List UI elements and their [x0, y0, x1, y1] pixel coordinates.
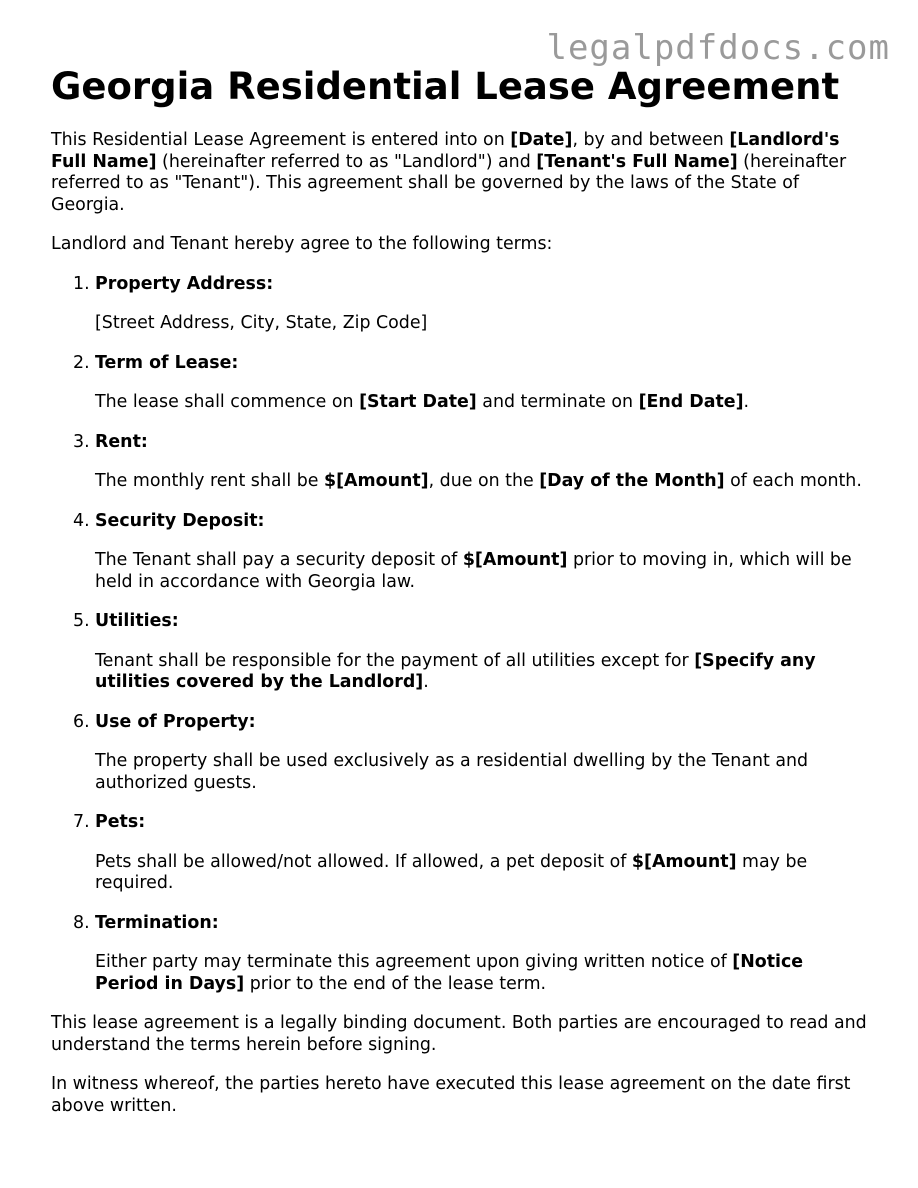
- term-text: of each month.: [724, 471, 862, 491]
- term-body: [95, 852, 871, 895]
- pet-deposit-placeholder: $[Amount]: [631, 851, 737, 872]
- term-pets: [73, 812, 871, 895]
- term-title: Property Address:: [95, 273, 274, 294]
- term-security-deposit: [73, 510, 871, 594]
- due-day-placeholder: [Day of the Month]: [539, 471, 725, 491]
- term-rent: [73, 431, 871, 493]
- term-body: [95, 471, 871, 493]
- term-body: [95, 651, 871, 694]
- term-text: [Street Address, City, State, Zip Code]: [95, 313, 428, 333]
- landlord-name-placeholder: [Landlord's Full Name]: [51, 130, 840, 172]
- watermark: legalpdfdocs.com: [546, 28, 890, 68]
- term-text: prior to moving in, which will be held in accordance with Georgia law.: [95, 550, 852, 592]
- rent-amount-placeholder: $[Amount]: [324, 471, 429, 491]
- term-text: Either party may terminate this agreement upon giving written notice of: [95, 952, 733, 972]
- intro-paragraph: [51, 130, 871, 216]
- end-date-placeholder: [End Date]: [638, 392, 744, 412]
- term-number: 5.: [73, 611, 90, 631]
- term-text: The lease shall commence on: [95, 392, 360, 412]
- terms-list: [51, 274, 871, 996]
- document-title: Georgia Residential Lease Agreement: [51, 65, 840, 108]
- witness-paragraph: In witness whereof, the parties hereto have executed this lease agreement on the date first above written.: [51, 1074, 851, 1116]
- intro-text: This Residential Lease Agreement is entered into on: [51, 130, 511, 150]
- tenant-name-placeholder: [Tenant's Full Name]: [536, 151, 738, 172]
- term-body: [95, 952, 871, 995]
- closing-paragraph: This lease agreement is a legally binding document. Both parties are encouraged to read and understand the terms herein before signing.: [51, 1013, 867, 1055]
- term-text: , due on the: [428, 471, 540, 491]
- term-body: [95, 313, 871, 335]
- term-text: The monthly rent shall be: [95, 471, 324, 491]
- term-text: prior to the end of the lease term.: [244, 973, 547, 994]
- term-text: The property shall be used exclusively as a residential dwelling by the Tenant and authorized guests.: [95, 751, 809, 793]
- intro-text: (hereinafter referred to as "Tenant"). This agreement shall be governed by the laws of the State of Georgia.: [51, 151, 847, 215]
- term-title: Use of Property:: [95, 711, 256, 732]
- term-title: Term of Lease:: [95, 352, 239, 373]
- term-text: and terminate on: [476, 392, 639, 412]
- term-text: .: [743, 392, 750, 412]
- term-number: 1.: [73, 273, 90, 294]
- term-number: 7.: [73, 812, 90, 832]
- term-number: 6.: [73, 711, 90, 732]
- term-text: Tenant shall be responsible for the payment of all utilities except for: [95, 650, 695, 671]
- term-property-address: [73, 273, 871, 335]
- term-use-of-property: [73, 711, 871, 795]
- term-number: 3.: [73, 431, 90, 452]
- notice-period-placeholder: [Notice Period in Days]: [95, 952, 804, 994]
- intro-text: (hereinafter referred to as "Landlord") and: [156, 151, 537, 172]
- term-number: 4.: [73, 510, 90, 531]
- term-title: Utilities:: [95, 611, 179, 631]
- start-date-placeholder: [Start Date]: [359, 392, 477, 412]
- utilities-placeholder: [Specify any utilities covered by the Landlord]: [95, 650, 816, 692]
- term-number: 8.: [73, 912, 90, 933]
- term-text: The Tenant shall pay a security deposit of: [95, 550, 463, 570]
- term-text: may be required.: [95, 851, 808, 893]
- term-number: 2.: [73, 352, 90, 373]
- term-body: [95, 550, 871, 593]
- term-body: [95, 392, 871, 414]
- term-text: .: [423, 672, 429, 692]
- term-title: Security Deposit:: [95, 510, 265, 531]
- term-title: Pets:: [95, 812, 146, 832]
- term-text: Pets shall be allowed/not allowed. If allowed, a pet deposit of: [95, 851, 632, 872]
- term-termination: [73, 912, 871, 996]
- term-lease-term: [73, 352, 871, 414]
- agree-line: Landlord and Tenant hereby agree to the following terms:: [51, 234, 553, 254]
- term-title: Termination:: [95, 912, 219, 933]
- intro-text: , by and between: [572, 130, 730, 150]
- document-page: [51, 62, 871, 1135]
- date-placeholder: [Date]: [510, 130, 573, 150]
- term-body: [95, 751, 871, 794]
- term-utilities: [73, 611, 871, 694]
- term-title: Rent:: [95, 431, 148, 452]
- deposit-amount-placeholder: $[Amount]: [462, 550, 568, 570]
